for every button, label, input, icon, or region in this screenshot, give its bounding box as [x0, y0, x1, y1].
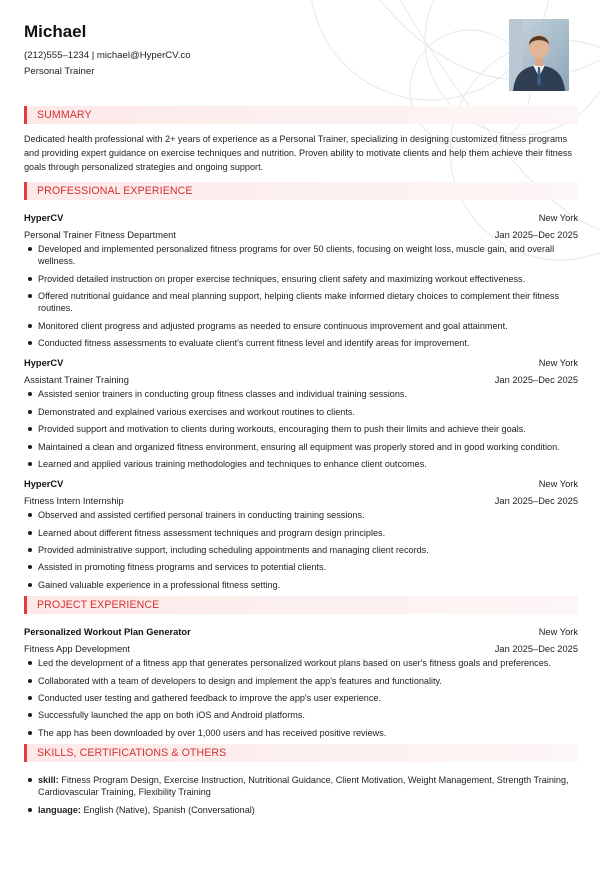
list-item: Assisted in promoting fitness programs and services to potential clients.: [28, 561, 578, 573]
list-item: Demonstrated and explained various exercises and workout routines to clients.: [28, 406, 578, 418]
entry-header-row: [24, 354, 578, 371]
list-item: Provided administrative support, including scheduling appointments and managing client records.: [28, 544, 578, 556]
list-item: Conducted user testing and gathered feedback to improve the app's user experience.: [28, 692, 578, 704]
list-item: The app has been downloaded by over 1,000 users and has received positive reviews.: [28, 727, 578, 739]
list-item: Collaborated with a team of developers to design and implement the app's features and functionality.: [28, 675, 578, 687]
section-accent-bar: [24, 744, 27, 762]
entry-role-row: [24, 371, 578, 388]
entry-role-row: [24, 640, 578, 657]
section-accent-bar: [24, 596, 27, 614]
section-title: PROJECT EXPERIENCE: [37, 599, 160, 612]
project-name: Personalized Workout Plan Generator: [24, 626, 191, 637]
list-item: Provided support and motivation to clients during workouts, encouraging them to push their limits and achieve their goals.: [28, 423, 578, 435]
section-title: SKILLS, CERTIFICATIONS & OTHERS: [37, 747, 227, 760]
experience-section-header: [24, 182, 578, 200]
section-accent-bar: [24, 106, 27, 124]
list-item: Monitored client progress and adjusted programs as needed to ensure continuous improvement and goal attainment.: [28, 320, 578, 332]
achievement-list: [24, 657, 578, 739]
job-role: Fitness Intern Internship: [24, 495, 124, 506]
skills-list: [24, 774, 578, 816]
entry-dates: Jan 2025–Dec 2025: [494, 495, 578, 506]
skill-category-label: language:: [38, 804, 81, 815]
job-role: Assistant Trainer Training: [24, 374, 129, 385]
list-item: [28, 804, 578, 816]
project-entry: [24, 623, 578, 739]
entry-location: New York: [538, 212, 578, 223]
experience-entry: [24, 475, 578, 591]
list-item: Developed and implemented personalized fitness programs for over 50 clients, focusing on weight loss, muscle gain, and overall wellness.: [28, 243, 578, 267]
entry-header-row: [24, 623, 578, 640]
projects-section-header: [24, 596, 578, 614]
entry-dates: Jan 2025–Dec 2025: [494, 643, 578, 654]
entry-location: New York: [538, 357, 578, 368]
skill-category-value: English (Native), Spanish (Conversational): [83, 804, 255, 815]
job-role: Personal Trainer Fitness Department: [24, 229, 176, 240]
experience-entry: [24, 209, 578, 349]
summary-section-header: [24, 106, 578, 124]
achievement-list: [24, 509, 578, 591]
entry-location: New York: [538, 626, 578, 637]
list-item: Provided detailed instruction on proper exercise techniques, ensuring client safety and maximizing workout effectiveness.: [28, 273, 578, 285]
list-item: Maintained a clean and organized fitness environment, ensuring all equipment was properly stored and in good working condition.: [28, 441, 578, 453]
list-item: Offered nutritional guidance and meal planning support, helping clients make informed dietary choices to complement their fitness routines.: [28, 290, 578, 314]
entry-role-row: [24, 492, 578, 509]
project-role: Fitness App Development: [24, 643, 130, 654]
experience-entry: [24, 354, 578, 470]
achievement-list: [24, 243, 578, 349]
company-name: HyperCV: [24, 212, 64, 223]
list-item: Gained valuable experience in a professional fitness setting.: [28, 579, 578, 591]
list-item: Successfully launched the app on both iOS and Android platforms.: [28, 709, 578, 721]
entry-dates: Jan 2025–Dec 2025: [494, 229, 578, 240]
company-name: HyperCV: [24, 478, 64, 489]
list-item: Assisted senior trainers in conducting group fitness classes and individual training sessions.: [28, 388, 578, 400]
company-name: HyperCV: [24, 357, 64, 368]
resume-header: [24, 0, 578, 100]
skill-category-value: Fitness Program Design, Exercise Instruction, Nutritional Guidance, Client Motivation, Weight Management, Strength Training, Cardiovascular Training, Flexibility Training: [38, 775, 569, 798]
summary-text: Dedicated health professional with 2+ years of experience as a Personal Trainer, specializing in designing customized fitness programs and providing expert guidance on exercise techniques and nutrition. Proven ability to motivate clients and help them achieve their fitness goals through personalized strategies and ongoing support.: [24, 134, 572, 172]
list-item: Learned and applied various training methodologies and techniques to enhance client outcomes.: [28, 458, 578, 470]
entry-location: New York: [538, 478, 578, 489]
section-title: SUMMARY: [37, 109, 92, 121]
skills-section-header: [24, 744, 578, 762]
achievement-list: [24, 388, 578, 470]
candidate-title: Personal Trainer: [24, 66, 95, 77]
section-title: PROFESSIONAL EXPERIENCE: [37, 185, 193, 197]
skill-category-label: skill:: [38, 775, 59, 786]
list-item: Conducted fitness assessments to evaluate client's current fitness level and identify areas for improvement.: [28, 337, 578, 349]
section-accent-bar: [24, 182, 27, 200]
candidate-name: Michael: [24, 22, 87, 41]
entry-header-row: [24, 475, 578, 492]
list-item: Observed and assisted certified personal trainers in conducting training sessions.: [28, 509, 578, 521]
list-item: Learned about different fitness assessment techniques and program design principles.: [28, 527, 578, 539]
list-item: [28, 774, 578, 798]
entry-role-row: [24, 226, 578, 243]
entry-dates: Jan 2025–Dec 2025: [494, 374, 578, 385]
profile-photo: [509, 19, 569, 91]
list-item: Led the development of a fitness app that generates personalized workout plans based on user's fitness goals and preferences.: [28, 657, 578, 669]
entry-header-row: [24, 209, 578, 226]
contact-info: (212)555–1234 | michael@HyperCV.co: [24, 50, 191, 61]
